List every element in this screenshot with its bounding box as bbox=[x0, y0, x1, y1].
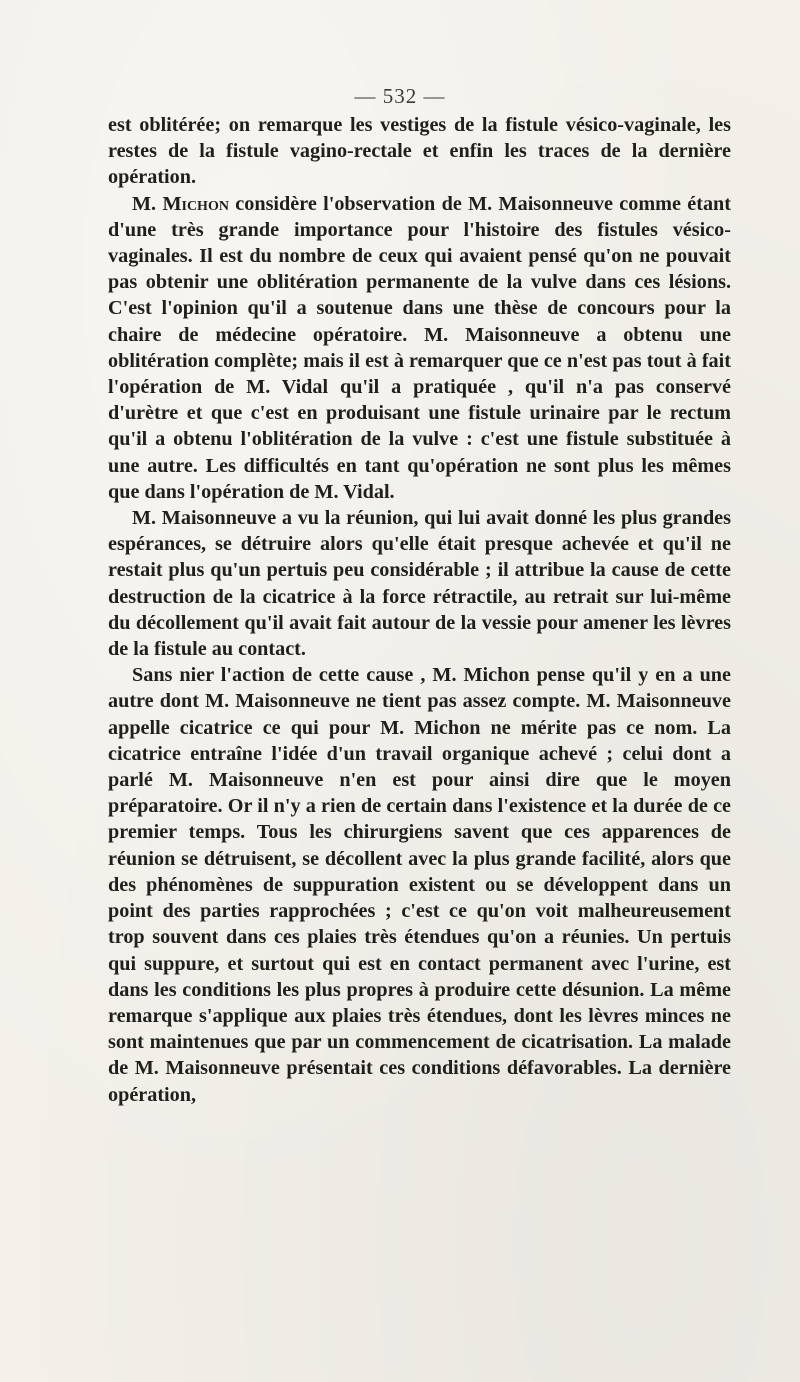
paragraph-2-lead: M. bbox=[132, 192, 163, 215]
body-text bbox=[108, 112, 731, 1108]
paragraph-3-text: M. Maisonneuve a vu la réunion, qui lui avait donné les plus grandes espérances, se détruire alors qu'elle était presque achevée et qu'il ne restait plus qu'un pertuis peu considérable ; il attribue la cause de cette destruction de la cicatrice à la force rétractile, au retrait sur lui-même du décollement qu'il avait fait autour de la vessie pour amener les lèvres de la fistule au contact. bbox=[108, 507, 731, 661]
paragraph-1 bbox=[108, 112, 731, 191]
paragraph-4 bbox=[108, 662, 731, 1107]
paragraph-1-text: est oblitérée; on remarque les vestiges de la fistule vésico-vaginale, les restes de la fistule vagino-rectale et enfin les traces de la dernière opération. bbox=[108, 114, 731, 189]
paragraph-3 bbox=[108, 505, 731, 662]
paragraph-2 bbox=[108, 191, 731, 505]
author-name: Michon bbox=[162, 192, 229, 215]
paragraph-2-text: considère l'observation de M. Maisonneuve comme étant d'une très grande importance pour l'histoire des fistules vésico-vaginales. Il est du nombre de ceux qui avaient pensé qu'on ne pouvait pas obtenir une oblitération permanente de la vulve dans ces lésions. C'est l'opinion qu'il a soutenue dans une thèse de concours pour la chaire de médecine opératoire. M. Maisonneuve a obtenu une oblitération complète; mais il est à remarquer que ce n'est pas tout à fait l'opération de M. Vidal qu'il a pratiquée , qu'il n'a pas conservé d'urètre et que c'est en produisant une fistule urinaire par le rectum qu'il a obtenu l'oblitération de la vulve : c'est une fistule substituée à une autre. Les difficultés en tant qu'opération ne sont plus les mêmes que dans l'opération de M. Vidal. bbox=[108, 192, 731, 503]
page-number: — 532 — bbox=[354, 84, 446, 108]
paragraph-4-text: Sans nier l'action de cette cause , M. Michon pense qu'il y en a une autre dont M. Maisonneuve ne tient pas assez compte. M. Maisonneuve appelle cicatrice ce qui pour M. Michon ne mérite pas ce nom. La cicatrice entraîne l'idée d'un travail organique achevé ; celui dont a parlé M. Maisonneuve n'en est pour ainsi dire que le moyen préparatoire. Or il n'y a rien de certain dans l'existence et la durée de ce premier temps. Tous les chirurgiens savent que ces apparences de réunion se détruisent, se décollent avec la plus grande facilité, alors que des phénomènes de suppuration existent ou se développent dans un point des parties rapprochées ; c'est ce qu'on voit malheureusement trop souvent dans ces plaies très étendues qu'on a réunies. Un pertuis qui suppure, et surtout qui est en contact permanent avec l'urine, est dans les conditions les plus propres à produire cette désunion. La même remarque s'applique aux plaies très étendues, dont les lèvres minces ne sont maintenues que par un commencement de cicatrisation. La malade de M. Maisonneuve présentait ces conditions défavorables. La dernière opération, bbox=[108, 664, 731, 1106]
